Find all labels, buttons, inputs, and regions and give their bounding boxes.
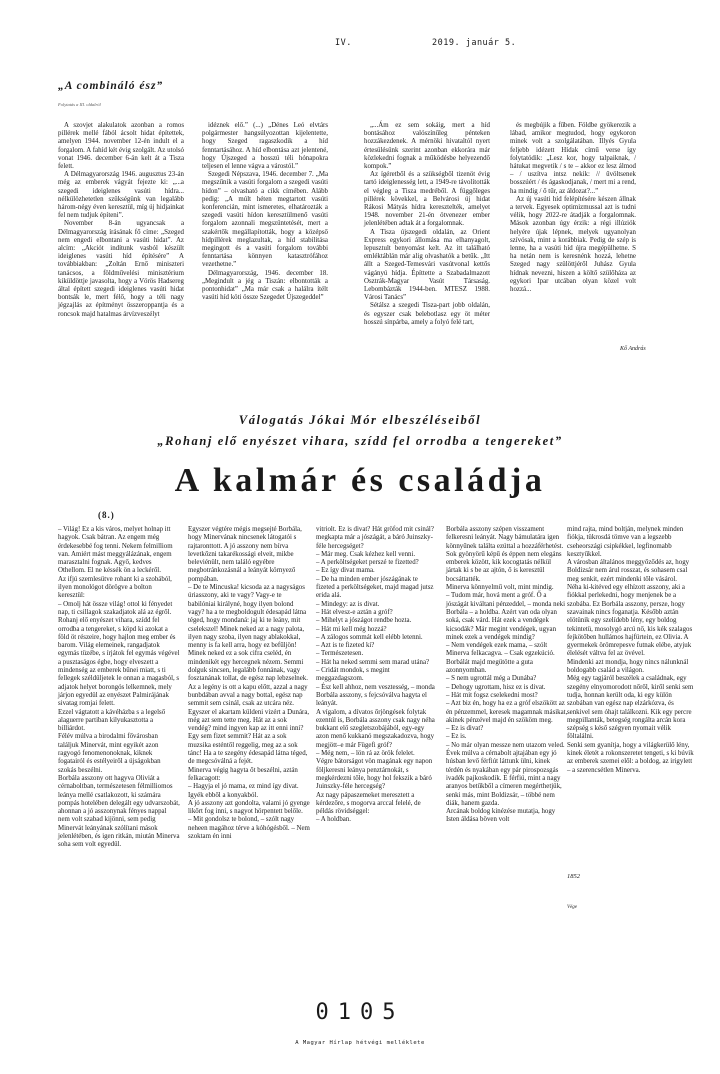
paragraph: – Még nem, – lön rá az örök felelet.: [316, 750, 415, 758]
paragraph: – Omolj hát össze világ! ottol ki fényedet nap, ti csillagok szakadjatok alá az égről. Rohanj elő enyészet vihara, szídd fel orrodba a tengereket, s köpd ki azokat a föld öt részeire, hogy hajlon meg ember és barom. Világ elemeinek, rangadjatok egymás tüzébe, s írjátok fel egymás végével a pusztaságos égbe, hogy elveszett a mindenség az emberek bűnei miatt, s ti fellegek széldüljetek le onnan a magasból, s adjatok helyet borongós lelkemnek, mely járjon egyedül az enyészet Palmirájának sivatag romjai felett.: [58, 600, 180, 708]
paragraph: Néha ki-kitéved egy elhízott asszony, aki a fiókkal perlekedni, hogy menjenek be a szobába. Ez Borbála asszony, persze, hogy szavainak nincs foganatja. Később aztán elötünik egy szelídebb lény, egy boldog tekintetü, mosolygó arcú nő, kis kék szalagos fejkötőben hullámos hajfürtein, ez Olivia. A gyermekek örömrepesve futnak elébe, atyjuk élelését váltva fel az övével.: [567, 584, 693, 658]
paragraph: – Ez így divat mama.: [316, 567, 375, 575]
story-year: 1852: [567, 873, 580, 880]
top-article-continuation-note: Folytatás a III. oldalról: [58, 102, 101, 107]
paragraph: A jó asszony azt gondolta, valami jó gyenge likőrt fog inni, s nagyot hörpentett belőle.: [188, 799, 310, 816]
story-column: [58, 526, 180, 850]
paragraph: A szovjet alakulatok azonban a romos pillérek mellé fából ácsolt hidat építettek, amelyen 1944. november 12-én indult el a forgalom. A fahíd két évig szolgált. Az utolsó vonat 1946. december 6-án kelt át a Tisza felett.: [58, 122, 184, 171]
paragraph: Minerva könnyelmű volt, mint mindig.: [446, 584, 554, 592]
paragraph: – Mit gondolsz te bolond, – szólt nagy neheen magához térve a kóhógésből. – Nem szoktam én inni: [188, 816, 310, 840]
paragraph: Szegedi Népszava, 1946. december 7. „Ma megszűnik a vasúti forgalom a szegedi vasúti hídon” – olvasható a cikk címében. Alább pedig: „A múlt héten megtartott vasúti konferencián, mint ismeretes, elhatározták a szegedi vasúti hídon keresztülmenő vasúti forgalom azonnali megszüntetését, mert a szakértők megállapították, hogy a középső hídpillérek meglazultak, a híd stabilitása megingott és a vasúti forgalom további fenntartása könnyen katasztrófához vezethetne.”: [202, 171, 328, 269]
paragraph: Az ifjú szemlesütve rohant ki a szobából, ilyen monológot dörögve a bolton keresztül:: [58, 575, 172, 600]
paragraph: November 8-án ugyancsak a Délmagyarország írásának fő címe: „Szeged nem engedi elbontani a vasúti hidat”. Az alcím: „Akciót indítunk vasból készült ideiglenes vasúti híd építésére” A továbbiakban: „Zoltán Ernő miniszteri tanácsos, a földművelési minisztérium kiküldöttje javasolta, hogy a Vörös Hadsereg által épített szegedi ideiglenes vasúti hidat bontsák le, mert félő, hogy a téli nagy jégzajlás az építményt összeroppantja és a roncsok majd hatalmas árvízveszélyt: [58, 220, 184, 318]
paragraph: Az nagy pápaszemeket meresztett a kérdezőre, s mogorva arccal felelé, de példás rövidséggel:: [316, 791, 421, 816]
paragraph: Borbála asszony szépen visszament felkeresni leányát. Nagy bámulatára igen könnyűnek találta ezúttal a hozzáférhetést. Sok gyönyörű képű és éppen nem elegáns emberek között, kik kocogtatás nélkül jártak ki s be az ajtón, ő is keresztül bocsáttatték.: [446, 526, 564, 583]
paragraph: és megbújik a fűben. Földbe gyökerezik a lábad, amikor megtudod, hogy egykoron minek volt a szolgálatában. Illyés Gyula feljebb idézett Hídak című verse így folytatódik: „Lesz kor, hogy talpaiknak, / hátukat megvetik / s te – akkor ez lesz álmod – / uszítva intsz nekik: // űvöltsenek bosszúért / és ágaskodjanak, / mert mi a rend, ha mindig / ő tűr, az áldozat?...”: [510, 122, 636, 195]
paragraph: – Már meg. Csak kézhez kell venni.: [316, 550, 416, 558]
paragraph: vitriolt. Ez is divat? Hát gröfod mit csinál? megkapta már a jószágát, a báró Juinszky-féle hercegséget?: [316, 526, 434, 550]
paragraph: Az új vasúti híd felépítésére készen állnak a tervek. Egyesek optimizmussal azt is tudni vélik, hogy 2022-re átadják a forgalomnak. Mások azonban úgy érzik: a régi illúziók helyére újak lépnek, melyek ugyanolyan szívósak, mint a korábbiak. Pedig de szép is lenne, ha a vasúti híd újra megépülhetne. S ha netán nem is keresnénk hozzá, lehetne Szeged nagy szülöttjéről Juhász Gyula hídnak nevezni, hiszen a költő szülőháza az egykori Ipar utcában olyan közel volt hozzá...: [510, 195, 636, 294]
paragraph: – A perköltségeket perszé te fizetted?: [316, 559, 419, 567]
paragraph: Borbála asszony ott hagyva Oliviát a cérnaboltban, természetesen félmilliomos leánya mellé csatlakozott, ki számára pompás hotelében delegált egy udvarszobát, ahonnan a jó asszonynak fényes nappal nem volt szabad kijönni, sem pedig Minervát leányának szólítani mások jelenlétében, és igen ritkán, miután Minerva soha sem volt egyedül.: [58, 774, 180, 849]
paragraph: – S nem ugrottál még a Dunába?: [446, 675, 537, 683]
paragraph: A városban általános meggyőződés az, hogy Boldizsár nem árul rosszat, és sohasem csal meg senkit, ezért mindenki tőle vásárol.: [567, 559, 690, 583]
paragraph: Még egy tagjáról beszélek a családnak, egy szegény elnyomorodott nőről, kiről senki sem tudja, honnan került oda, ki egy külön szobában van egész nap elzárkózva, és senkivel sem óhajt találkozni. Kik egy percre megpillanták, betegség rongálta arcán kora szépség s késő szégyen nyomait vélik föltalálni.: [567, 675, 694, 741]
paragraph: – Hagyja el jó mama, ez mind így divat. Igyék ebből a konyakból.: [188, 783, 299, 799]
paragraph: – Ész kell ahhoz, nem vesztesség, – monda Borbála asszony, s fejcsóválva hagyta el leányát.: [316, 683, 435, 708]
paragraph: Végre bátorságot vön magának egy napon följkeresni leánya penztárnokát, s megkérdezni tőle, hogy hol fekszik a báró Juinszky-féle hercegség?: [316, 758, 433, 791]
paragraph: Egyszer végtére mégis megsejté Borbála, hogy Minervának nincsenek látogatói s rajtaronttott. A jó asszony nem bírva levetkőzni takarékossági elveit, mikbe beleviénült, nem találó egyébre megbotránkozásnál a leányát környező pompában.: [188, 526, 302, 583]
feature-quote: „Rohanj elő enyészet vihara, szídd fel orrodba a tengereket”: [157, 434, 563, 448]
paragraph: A vígalom, a dívatos őrjöngések folytak ezentúl is, Borbála asszony csak nagy néha bukkant elő szegletszobájából, egy-egy azon menő kukkanó megszakadozva, hogy megjött–e már Fügefi gróf?: [316, 708, 435, 749]
paragraph: A Délmagyarország 1946. augusztus 23-án még az emberek vágyát fejezte ki: „...a szegedi ideiglenes vasúti hídra... nélkülözhetetlen szükségünk van legalább három-négy éven keresztül, míg új hidjainkat fel nem tudjuk építeni”.: [58, 171, 184, 220]
paragraph: Minerva végig hagyta őt beszélni, aztán felkacagott:: [188, 766, 298, 782]
paragraph: Évek múlva a cérnabolt ajtajában egy jó húsban levő férfiút láttunk ülni, kinek térdén és nyakában egy pár pirospozsgás ivadék pajkoskodik. E férfiú, mint a nagy aranyos betűkből a címeren megérthetjük, senki más, mint Boldizsár, – többé nem diák, hanem gazda.: [446, 750, 562, 807]
paragraph: Az ígéretből és a szükségből tizenöt évig tartó ideiglenesség lett, a 1949-re távolították el végleg a Tisza medréből. A függőleges pillérek kövekkel, a Belvárosi új hidat Rákosi Mátyás hídra keresztelték, amelyet 1948. november 21-én ötvenezer ember jelenlétében adtak át a forgalomnak.: [364, 171, 490, 228]
paragraph: „...Ám ez sem sokáig, mert a híd bontásához valószínűleg pénteken hozzákezdenek. A mérnöki hivataltól nyert értesülésünk szerint azonban ekkorára már közlekedni fognak a működésbe helyezendő kompok.”: [364, 122, 490, 171]
paragraph: – Tudom már, hová ment a gróf. Ő a jószágát kiváltani pénzeddel, – monda neki Borbála – a holdba. Azért van oda olyan soká, csak várd. Hát ezek a vendégek kicsodák? Már megint vendégek, ugyan minek ezek a vendégek mindig?: [446, 592, 566, 641]
supplement-name: A Magyar Hírlap hétvégi melléklete: [295, 1040, 425, 1046]
story-end-mark: Vége: [567, 905, 577, 910]
paragraph: Mindenki azt mondja, hogy nincs nálunknál boldogabb család a világon.: [567, 658, 689, 675]
paragraph: Ezzel vágtatott a kávéházba s a legelső alaguerre partiban kilyukasztotta a billiárdot.: [58, 708, 166, 733]
paragraph: – Hát ha neked semmi sem marad utána?: [316, 658, 430, 666]
paragraph: – Természetesen.: [316, 650, 364, 658]
paragraph: – Dehogy ugrottam, hisz ez is divat.: [446, 683, 546, 691]
story-column: [567, 526, 695, 775]
paragraph: – Nem vendégek ezek mama, – szólt Minerva felkacagva. – Csak egzekúció.: [446, 642, 555, 658]
paragraph: Arcának boldog kinézése mutatja, hogy Isten áldása böven volt: [446, 808, 556, 824]
installment-number: (8.): [98, 510, 115, 520]
paragraph: Félév múlva a birodalmi fővárosban találjuk Minervát, mint egyikét azon ragyogó fenomenonoknak, kiknek fogatairól és estélyeiről a újságokban szokás beszélni.: [58, 733, 161, 774]
paragraph: – Mihelyt a jószágot rendbe hozta.: [316, 617, 412, 625]
paragraph: Senki sem gyanítja, hogy a világkerülő lény, kinek életét a rokonszeretet tengeti, s ki búvik az emberek szemei elől: a boldog, az irigylett – a szerencsétlen Minerva.: [567, 741, 694, 774]
paragraph: – Hát mi kell még hozzá?: [316, 625, 387, 633]
paragraph: – Hát elvesz-e aztán a gróf?: [316, 608, 393, 616]
paragraph: Délmagyarország, 1946. december 18. „Megindult a jég a Tiszán: elbontották a pontonhidat” „Ma már csak a halálra ítélt vasúti híd köti össze Szegedet Újszegeddel”: [202, 269, 328, 302]
top-article-column: [202, 122, 328, 302]
paragraph: A Tisza újszegedi oldalán, az Orient Express egykori állomása ma elhanyagolt, lepusztult benyomást kelt. Az itt található emléktáblán már alig olvashatók a betűk. „Itt állt a Szeged-Temesvári vasútvonal kettős vágányú hídja. Építtette a Szabadalmazott Osztrák-Magyar Vasút Társaság. Lebombázták 1944-ben. MTESZ 1988. Városi Tanács”: [364, 228, 490, 302]
story-column: [188, 526, 310, 841]
paragraph: – Ez is divat?: [446, 725, 484, 733]
paragraph: – Ez is.: [446, 733, 467, 741]
paragraph: Borbálát majd megütötte a guta azonnyomban.: [446, 658, 533, 675]
paragraph: – Hát mit fogsz cselekedni most?: [446, 691, 538, 699]
paragraph: idéznek elő.” (...) „Dénes Leó elvtárs polgármester hangsúlyozottan kijelentette, hogy Szeged ragaszkodik a híd fenntartásához. A híd elbontása azt jelentené, hogy Újszeged a hosszú téli hónapokra teljesen el lenne vágva a várostól.”: [202, 122, 328, 171]
story-column: [446, 526, 568, 825]
paragraph: – No már olyan messze nem utazom veled.: [446, 741, 565, 749]
paragraph: – Világ! Ez a kis város, melyet holnap itt hagyok. Csak bátran. Az engem még érdekesebbé fog tenni. Nekem felmilliom van. Amiért mást meggyálázának, engem marasztalni fognak. Agyő, kedves Othellom. El ne késsék ön a leckéről.: [58, 526, 173, 575]
paragraph: mind rajta, mind boltján, melynek minden fiókja, tükrosdá tömve van a legszebb cseheországi csipkékkel, legfinomabb kesztyűkkel.: [567, 526, 684, 558]
paragraph: – Mindegy: az is divat.: [316, 600, 380, 608]
paragraph: Sétálsz a szegedi Tisza-part jobb oldalán, és egyszer csak belebotlasz egy öt méter hosszú sínpárba, amely a folyó felé tart,: [364, 302, 490, 326]
issue-date: 2019. január 5.: [432, 38, 517, 48]
paragraph: – De te Mincuska! kicsoda az a nagyságos úriasszony, aki te vagy? Vagy-e te babilóniai királyné, hogy ilyen bolond vagy? ha a te megboldogult édesapád látna téged, hogy mondaná: jaj ki te leány, mit cselekszel! Minek neked az a nagy palota, ilyen nagy szoba, ilyen nagy ablakokkal, menny is fa kell arra, hogy ez befűljön! Minek neked ez a sok cifra cseléd, én mindenikét egy hercegnek nézem. Semmi dolguk sincsen, legalább fonnának, vagy fosztanának tollat, de egész nap lebzselnek. Az a legény is ott a kapu előtt, azzal a nagy bunbdában avval a nagy bottal, egész nap semmit sem csinál, csak az utcára néz. Egyszer el akartam küldeni vizért a Dunára, még azt sem tette meg. Hát az a sok vendég? mind ingyen kap az itt enni inni? Egy sem fizet semmit? Hát az a sok muzsika esténtől reggelig, meg az a sok tánc! Ha a te szegény édesapád látna téged, de megcsóválná a fejét.: [188, 584, 310, 766]
page-folio: IV.: [335, 38, 352, 48]
paragraph: – Cridát mondok, s megint meggazdagszom.: [316, 667, 390, 683]
paragraph: – De ha minden ember jószágának te fizeted a perköltségeket, majd magad jutsz erida alá.: [316, 575, 434, 600]
feature-headline: A kalmár és családja: [174, 462, 546, 499]
story-column: [316, 526, 438, 825]
paragraph: – Azt biz én, hogy ha ez a gróf elszökött az én pénzemmel, keresek magamnak másikat, akinek pénzével majd én szököm meg.: [446, 700, 568, 724]
feature-kicker: Válogatás Jókai Mór elbeszéléseiből: [238, 413, 482, 427]
paragraph: – A holdban.: [316, 816, 352, 824]
top-article-column: [364, 122, 490, 327]
top-article-author: Kő András: [620, 346, 646, 352]
page-number: 0105: [315, 1000, 405, 1025]
top-article-column: [58, 122, 184, 319]
top-article-title: „A combináló ész”: [58, 80, 164, 92]
paragraph: – A zálogos sommát kell elébb letenni.: [316, 633, 423, 641]
top-article-column: [510, 122, 636, 294]
paragraph: – Azt is te fizeted ki?: [316, 642, 375, 650]
